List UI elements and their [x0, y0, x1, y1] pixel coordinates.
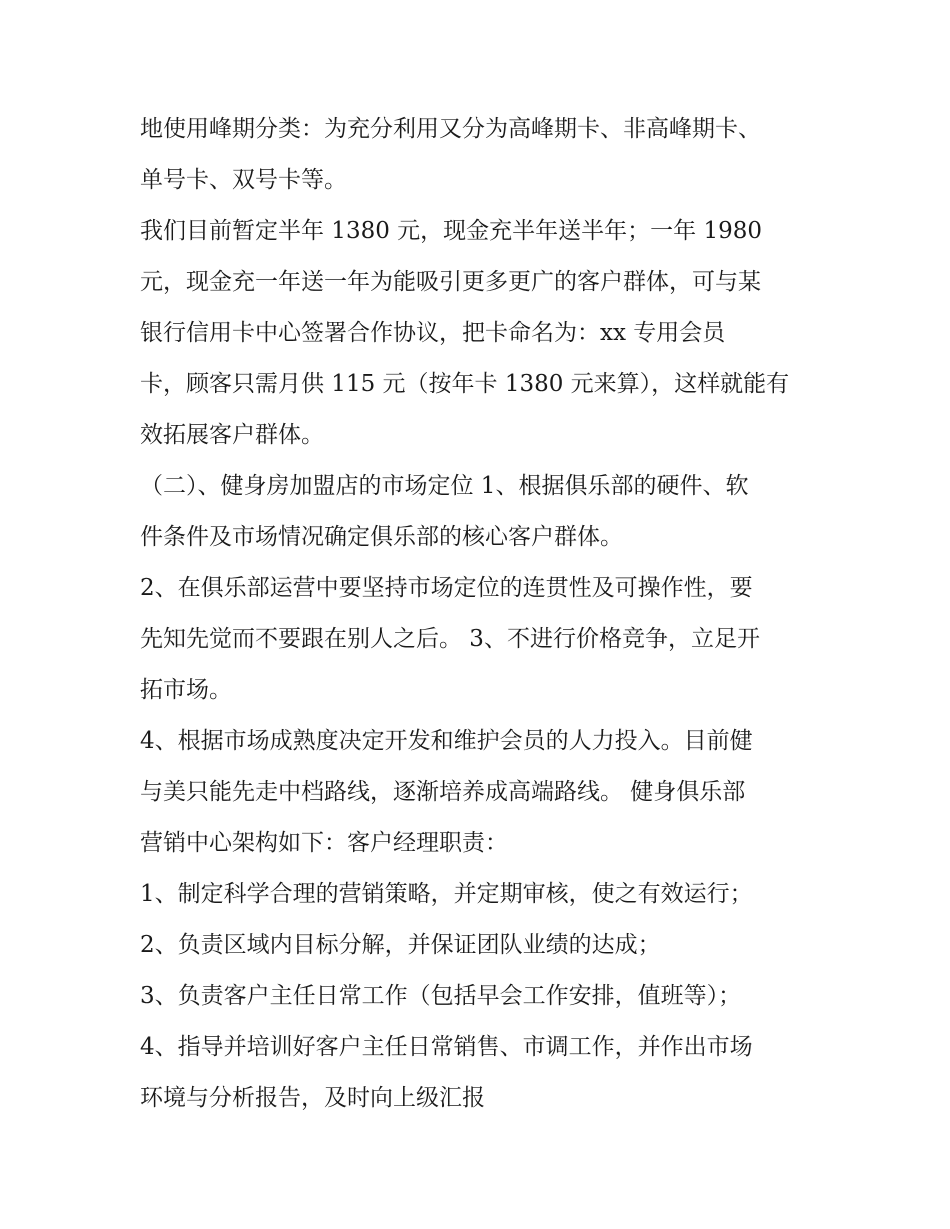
text-line: （二）、健身房加盟店的市场定位 1、根据俱乐部的硬件、软 — [140, 473, 749, 499]
text-line: 件条件及市场情况确定俱乐部的核心客户群体。 — [140, 524, 623, 550]
text-line: 卡，顾客只需月供 115 元（按年卡 1380 元来算），这样就能有 — [140, 371, 790, 397]
text-line: 元，现金充一年送一年为能吸引更多更广的客户群体，可与某 — [140, 269, 761, 295]
text-line: 4、根据市场成熟度决定开发和维护会员的人力投入。目前健 — [140, 728, 753, 754]
text-line: 单号卡、双号卡等。 — [140, 167, 347, 193]
text-line: 4、指导并培训好客户主任日常销售、市调工作，并作出市场 — [140, 1034, 753, 1060]
text-line: 1、制定科学合理的营销策略，并定期审核，使之有效运行； — [140, 881, 753, 907]
text-line: 与美只能先走中档路线，逐渐培养成高端路线。 健身俱乐部 — [140, 779, 746, 805]
text-line: 拓市场。 — [140, 677, 232, 703]
text-line: 我们目前暂定半年 1380 元，现金充半年送半年；一年 1980 — [140, 218, 762, 244]
text-line: 2、在俱乐部运营中要坚持市场定位的连贯性及可操作性，要 — [140, 575, 753, 601]
text-line: 3、负责客户主任日常工作（包括早会工作安排，值班等）； — [140, 983, 742, 1009]
text-line: 营销中心架构如下：客户经理职责： — [140, 830, 508, 856]
text-line: 2、负责区域内目标分解，并保证团队业绩的达成； — [140, 932, 661, 958]
text-line: 效拓展客户群体。 — [140, 422, 324, 448]
text-line: 地使用峰期分类：为充分利用又分为高峰期卡、非高峰期卡、 — [140, 116, 761, 142]
text-line: 银行信用卡中心签署合作协议，把卡命名为：xx 专用会员 — [140, 320, 726, 346]
text-line: 环境与分析报告，及时向上级汇报 — [140, 1085, 485, 1111]
text-line: 先知先觉而不要跟在别人之后。 3、不进行价格竞争，立足开 — [140, 626, 760, 652]
